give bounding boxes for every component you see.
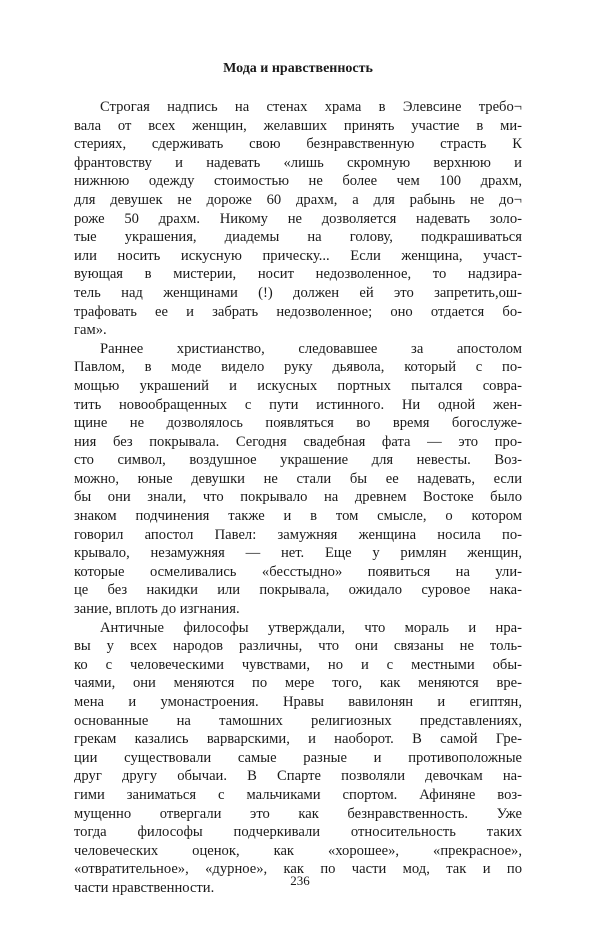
text-line: зание, вплоть до изгнания. xyxy=(74,601,240,618)
text-line: Раннее христианство, следовавшее за апостолом xyxy=(100,340,522,357)
text-line: тить новообращенных с пути истинного. Ни одной жен- xyxy=(74,396,522,413)
text-line: бы они знали, что покрывало на древнем Востоке было xyxy=(74,489,522,506)
text-line: Павлом, в моде видело руку дьявола, который с по- xyxy=(74,359,522,376)
text-line: франтовству и надевать «лишь скромную верхнюю и xyxy=(74,154,522,171)
text-line: роже 50 драхм. Никому не дозволяется надевать золо- xyxy=(74,210,522,227)
text-line: тогда философы подчеркивали относительность таких xyxy=(74,824,522,841)
text-line: ния без покрывала. Сегодня свадебная фата — это про- xyxy=(74,433,522,450)
chapter-title: Мода и нравственность xyxy=(223,61,373,76)
text-line: человеческих оценок, как «хорошее», «прекрасное», xyxy=(74,842,522,859)
text-line: це без накидки или покрывала, ожидало суровое нака- xyxy=(74,582,522,599)
text-line: гими заниматься с мальчиками спортом. Афиняне воз- xyxy=(74,786,522,803)
text-line: для девушек не дороже 60 драхм, а для рабынь не до¬ xyxy=(74,191,522,208)
text-line: крывало, незамужняя — нет. Еще у римлян женщин, xyxy=(74,545,522,562)
text-line: ции существовали самые разные и противоположные xyxy=(74,749,522,766)
text-line: вы у всех народов различны, что они связаны не толь- xyxy=(74,638,522,655)
text-line: трафовать ее и забрать недозволенное; оно отдается бо- xyxy=(74,303,522,320)
paragraph xyxy=(74,340,522,619)
text-line: грекам казались варварскими, и наоборот. В самой Гре- xyxy=(74,731,522,748)
text-line: ко с человеческими чувствами, но и с местными обы- xyxy=(74,656,522,673)
text-line: части нравственности. xyxy=(74,879,215,896)
text-line: основанные на тамошних религиозных представлениях, xyxy=(74,712,522,729)
text-line: Античные философы утверждали, что мораль и нра- xyxy=(100,619,522,636)
text-line: чаями, они меняются по мере того, как меняются вре- xyxy=(74,675,522,692)
page-number: 236 xyxy=(290,873,310,888)
text-line: мена и умонастроения. Нравы вавилонян и египтян, xyxy=(74,694,522,710)
text-line: Строгая надпись на стенах храма в Элевсине требо¬ xyxy=(100,99,522,115)
text-line: «отвратительное», «дурное», как по части мод, так и по xyxy=(74,861,522,878)
text-line: стериях, сдерживать свою безнравственную страсть К xyxy=(74,136,522,153)
paragraph xyxy=(74,98,522,340)
text-line: которые осмеливались «бесстыдно» появиться на ули- xyxy=(74,563,522,580)
text-line: тель над женщинами (!) должен ей это запретить,ош- xyxy=(74,284,522,301)
text-line: нижнюю одежду стоимостью не более чем 100 драхм, xyxy=(74,173,522,190)
text-line: тые украшения, диадемы на голову, подкрашиваться xyxy=(74,229,522,246)
text-line: мущенно отвергали это как безнравственность. Уже xyxy=(74,805,522,822)
text-line: щине не дозволялось появляться во время богослуже- xyxy=(74,415,522,432)
body-text xyxy=(74,98,522,898)
text-line: друг другу обычаи. В Спарте позволяли девочкам на- xyxy=(74,768,522,785)
text-line: знаком подчинения также и в том смысле, о котором xyxy=(74,508,522,525)
text-line: говорил апостол Павел: замужняя женщина носила по- xyxy=(74,526,522,543)
text-line: сто символ, воздушное украшение для невесты. Воз- xyxy=(74,452,522,469)
text-line: мощью украшений и искусных портных пытался соврa- xyxy=(74,377,522,394)
text-line: или носить искусную прическу... Если женщина, участ- xyxy=(74,247,522,264)
text-line: вала от всех женщин, желавших принять участие в ми- xyxy=(74,117,522,134)
text-line: можно, юные девушки не стали бы ее надевать, если xyxy=(74,470,522,487)
paragraph xyxy=(74,619,522,898)
page-content xyxy=(74,60,522,898)
text-line: вующая в мистерии, носит недозволенное, то надзира- xyxy=(74,266,522,283)
text-line: гам». xyxy=(74,322,107,339)
